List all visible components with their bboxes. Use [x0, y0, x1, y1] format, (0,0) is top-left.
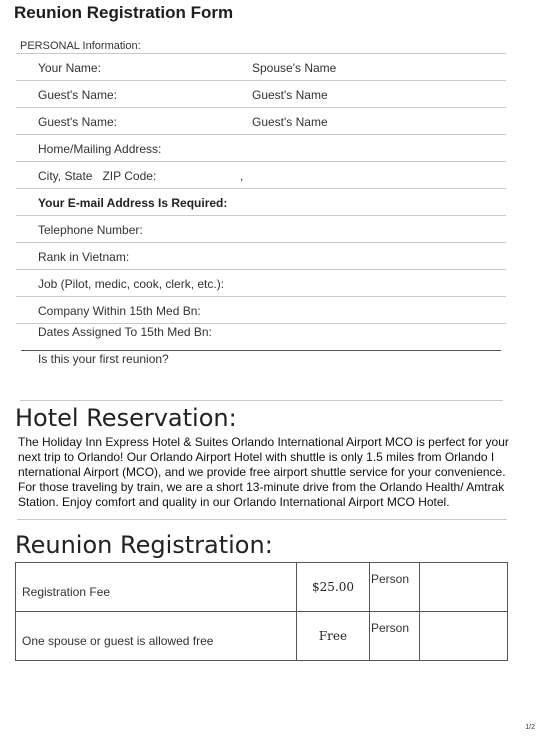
divider: [20, 400, 503, 401]
divider: [16, 80, 506, 81]
divider: [16, 188, 506, 189]
divider: [16, 269, 506, 270]
field-city-state-zip[interactable]: ,: [240, 169, 244, 183]
row-label-email: Your E-mail Address Is Required:: [38, 196, 228, 210]
fee-label-cell: [16, 612, 297, 661]
fee-unit: Person: [371, 621, 410, 635]
fee-amount-cell[interactable]: [297, 563, 370, 612]
fee-label: One spouse or guest is allowed free: [22, 634, 214, 648]
registration-table: [15, 562, 508, 661]
row-label-rank: Rank in Vietnam:: [38, 250, 130, 264]
divider: [16, 215, 506, 216]
divider: [16, 134, 506, 135]
fee-amount-cell[interactable]: [297, 612, 370, 661]
fee-total-cell[interactable]: [420, 563, 508, 612]
divider: [17, 519, 507, 520]
row-label-address: Home/Mailing Address:: [38, 142, 162, 156]
fee-label-cell: [16, 563, 297, 612]
page-number: 1/2: [525, 724, 535, 731]
divider: [16, 107, 506, 108]
divider: [16, 296, 506, 297]
divider: [16, 161, 506, 162]
row-label-guest-name-2: Guest's Name:: [38, 115, 117, 129]
row-label-city-state-zip: City, State ZIP Code:: [38, 169, 157, 183]
fee-amount: Free: [318, 629, 348, 643]
divider: [16, 53, 506, 54]
divider: [16, 242, 506, 243]
fee-total-cell[interactable]: [420, 612, 508, 661]
section-label-personal: PERSONAL Information:: [20, 40, 141, 52]
fee-amount: $25.00: [312, 580, 354, 594]
form-title: Reunion Registration Form: [14, 3, 234, 22]
divider: [21, 350, 501, 351]
fee-unit: Person: [371, 572, 410, 586]
table-row: [16, 563, 508, 612]
fee-label: Registration Fee: [22, 585, 111, 599]
field-guest-name-2[interactable]: Guest's Name: [252, 115, 328, 129]
row-label-guest-name-1: Guest's Name:: [38, 88, 117, 102]
registration-section-title: Reunion Registration:: [15, 531, 273, 559]
row-label-first-reunion: Is this your first reunion?: [38, 352, 169, 366]
row-label-dates-assigned: Dates Assigned To 15th Med Bn:: [38, 325, 212, 339]
hotel-description: The Holiday Inn Express Hotel & Suites Orlando International Airport MCO is perfect for your next trip to Orlando! Our Orlando Airport Hotel with shuttle is only 1.5 miles from Orlando I nternational Airport (MCO), and we provide free airport shuttle service for your convenience. For those traveling by train, we are a short 13-minute drive from the Orlando Health/ Amtrak Station. Enjoy comfort and quality in our Orlando International Airport MCO Hotel.: [18, 435, 509, 509]
row-label-company: Company Within 15th Med Bn:: [38, 304, 201, 318]
row-label-your-name: Your Name:: [38, 61, 101, 75]
row-label-telephone: Telephone Number:: [38, 223, 143, 237]
field-spouse-name[interactable]: Spouse's Name: [252, 61, 337, 75]
divider: [16, 323, 506, 324]
field-guest-name-1[interactable]: Guest's Name: [252, 88, 328, 102]
table-row: [16, 612, 508, 661]
fee-unit-cell: [370, 612, 420, 661]
hotel-section-title: Hotel Reservation:: [15, 404, 237, 432]
fee-unit-cell: [370, 563, 420, 612]
row-label-job: Job (Pilot, medic, cook, clerk, etc.):: [38, 277, 225, 291]
